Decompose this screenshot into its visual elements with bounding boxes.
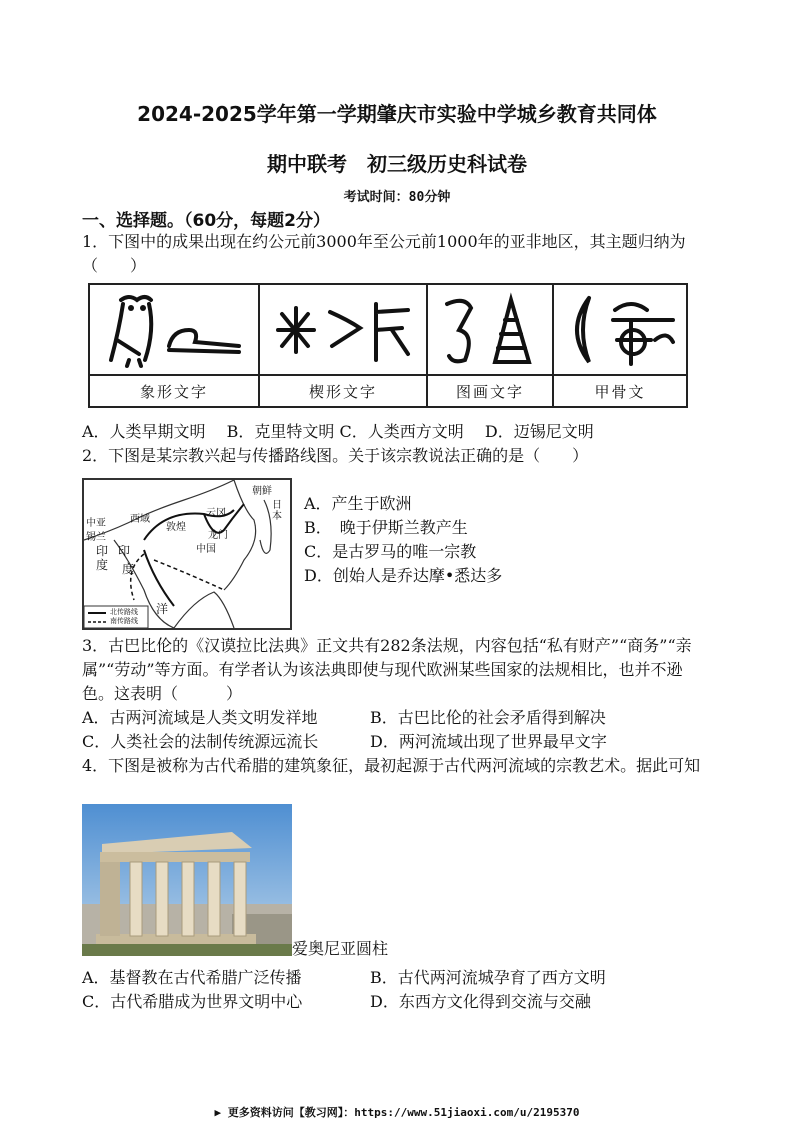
- route-map-drawing: [84, 480, 290, 628]
- hieroglyph-cell: [90, 285, 260, 406]
- section-heading: 一、选择题。（60分，每题2分）: [82, 211, 330, 231]
- caption-hieroglyph: 象形文字: [90, 374, 258, 406]
- q1-script-figure: [88, 283, 688, 408]
- map-label-india-2: 度: [96, 558, 109, 572]
- title-line-1: 2024-2025学年第一学期肇庆市实验中学城乡教育共同体: [137, 102, 657, 126]
- photo-caption: 爱奥尼亚圆柱: [292, 939, 389, 958]
- q4-option-d[interactable]: D．东西方文化得到交流与交融: [370, 992, 591, 1011]
- oracle-bone-icon: [555, 290, 685, 370]
- map-label-japan: 日本: [272, 500, 282, 522]
- q3-option-c[interactable]: C．人类社会的法制传统源远流长: [82, 732, 319, 751]
- exam-time: 考试时间：80分钟: [343, 190, 451, 205]
- q3-option-d[interactable]: D．两河流域出现了世界最早文字: [370, 732, 607, 751]
- pictograph-icon: [435, 290, 545, 370]
- map-label-korea: 朝鲜: [252, 486, 272, 497]
- q3-option-b[interactable]: B．古巴比伦的社会矛盾得到解决: [370, 708, 606, 727]
- q2-option-a[interactable]: A．产生于欧洲: [304, 494, 412, 513]
- title-line-2: 期中联考 初三级历史科试卷: [267, 152, 527, 176]
- q3-stem: 3．古巴比伦的《汉谟拉比法典》正文共有282条法规，内容包括“私有财产”“商务”“亲属”“劳动”等方面。有学者认为该法典即使与现代欧洲某些国家的法规相比，也并不逊色。这表明（ ）: [82, 636, 692, 703]
- caption-pictograph: 图画文字: [428, 374, 552, 406]
- map-label-india-1: 印: [96, 544, 109, 558]
- map-label-xiyu: 西域: [130, 514, 150, 525]
- q3-option-a[interactable]: A．古两河流域是人类文明发祥地: [82, 708, 318, 727]
- q2-option-c[interactable]: C．是古罗马的唯一宗教: [304, 542, 477, 561]
- cuneiform-cell: [260, 285, 428, 406]
- map-legend-north: 北传路线: [110, 608, 138, 616]
- q4-stem: 4．下图是被称为古代希腊的建筑象征，最初起源于古代两河流域的宗教艺术。据此可知: [82, 756, 701, 775]
- map-label-india-b: 度: [122, 562, 135, 576]
- q1-stem: 1．下图中的成果出现在约公元前3000年至公元前1000年的亚非地区，其主题归纳为（ ）: [82, 232, 686, 275]
- temple-photo-drawing: [82, 804, 292, 956]
- q2-route-map: [82, 478, 292, 630]
- q4-option-b[interactable]: B．古代两河流城孕育了西方文明: [370, 968, 606, 987]
- map-label-india-a: 印: [118, 544, 131, 558]
- q1-option-c[interactable]: C．人类西方文明: [339, 422, 464, 441]
- q1-option-a[interactable]: A．人类早期文明: [82, 422, 206, 441]
- oracle-bone-cell: [554, 285, 686, 406]
- caption-cuneiform: 楔形文字: [260, 374, 426, 406]
- q2-stem: 2．下图是某宗教兴起与传播路线图。关于该宗教说法正确的是（ ）: [82, 446, 589, 465]
- map-legend-south: 南传路线: [110, 617, 138, 625]
- q1-options: [82, 420, 594, 444]
- map-label-dunhuang: 敦煌: [166, 522, 186, 533]
- q1-option-d[interactable]: D．迈锡尼文明: [484, 422, 594, 441]
- q1-option-b[interactable]: B．克里特文明: [226, 422, 335, 441]
- q2-option-b[interactable]: B． 晚于伊斯兰教产生: [304, 518, 468, 537]
- q4-option-c[interactable]: C．古代希腊成为世界文明中心: [82, 992, 303, 1011]
- q4-option-a[interactable]: A．基督教在古代希腊广泛传播: [82, 968, 302, 987]
- map-label-china: 中国: [196, 544, 216, 555]
- owl-hieroglyph-icon: [99, 290, 249, 370]
- caption-oracle-bone: 甲骨文: [554, 374, 686, 406]
- map-label-ocean: 洋: [156, 602, 169, 616]
- ionic-column-photo: [82, 804, 292, 956]
- map-label-central-asia: 中亚: [86, 518, 106, 529]
- map-label-yungang: 云冈: [206, 508, 226, 519]
- q2-option-d[interactable]: D．创始人是乔达摩•悉达多: [304, 566, 503, 585]
- map-label-ceylon: 锡兰: [86, 532, 106, 543]
- map-label-longmen: 龙门: [208, 530, 228, 541]
- cuneiform-icon: [268, 290, 418, 370]
- footer-link[interactable]: ▶ 更多资料访问【教习网】：https://www.51jiaoxi.com/u/2195370: [214, 1106, 580, 1119]
- pictograph-cell: [428, 285, 554, 406]
